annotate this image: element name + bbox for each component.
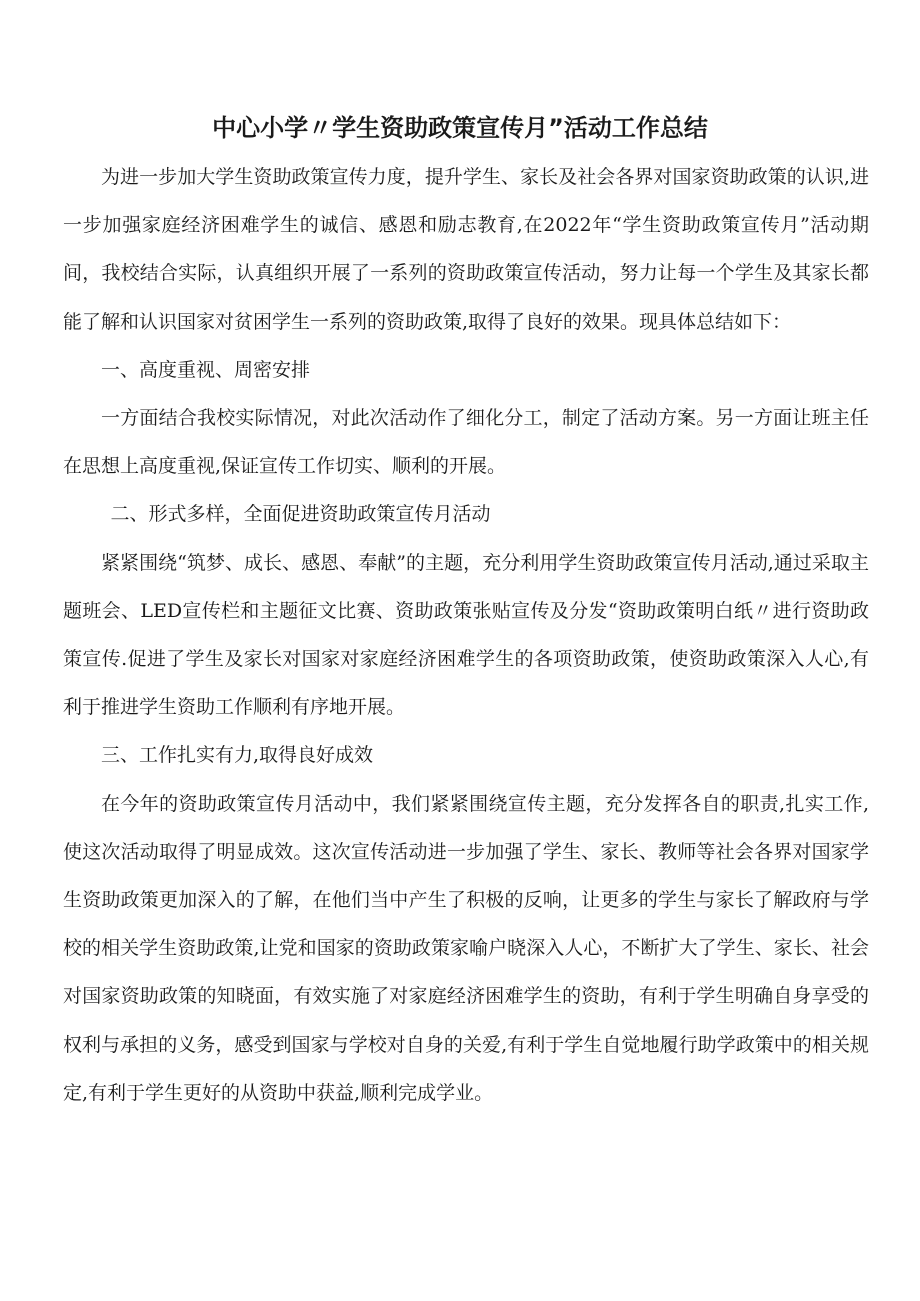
- section-heading-3: 三、工作扎实有力,取得良好成效: [101, 744, 374, 767]
- section-heading-1: 一、高度重视、周密安排: [101, 358, 311, 381]
- document-title: 中心小学〃学生资助政策宣传月”活动工作总结: [212, 114, 708, 142]
- intro-paragraph: 为进一步加大学生资助政策宣传力度，提升学生、家长及社会各界对国家资助政策的认识,进一步加强家庭经济困难学生的诚信、感恩和励志教育,在2022年“学生资助政策宣传月”活动期间，我校结合实际，认真组织开展了一系列的资助政策宣传活动，努力让每一个学生及其家长都能了解和认识国家对贫困学生一系列的资助政策,取得了良好的效果。现具体总结如下：: [63, 166, 869, 333]
- section-1-paragraph: 一方面结合我校实际情况，对此次活动作了细化分工，制定了活动方案。另一方面让班主任在思想上高度重视,保证宣传工作切实、顺利的开展。: [63, 407, 869, 478]
- section-3-paragraph: 在今年的资助政策宣传月活动中，我们紧紧围绕宣传主题，充分发挥各自的职责,扎实工作,使这次活动取得了明显成效。这次宣传活动进一步加强了学生、家长、教师等社会各界对国家学生资助政策更加深入的了解，在他们当中产生了积极的反响，让更多的学生与家长了解政府与学校的相关学生资助政策,让党和国家的资助政策家喻户晓深入人心，不断扩大了学生、家长、社会对国家资助政策的知晓面，有效实施了对家庭经济困难学生的资助，有利于学生明确自身享受的权利与承担的义务，感受到国家与学校对自身的关爱,有利于学生自觉地履行助学政策中的相关规定,有利于学生更好的从资助中获益,顺利完成学业。: [63, 792, 869, 1104]
- section-heading-2: 二、形式多样，全面促进资助政策宣传月活动: [110, 503, 491, 526]
- section-2-paragraph: 紧紧围绕“筑梦、成长、感恩、奉献”的主题，充分利用学生资助政策宣传月活动,通过采取主题班会、LED宣传栏和主题征文比赛、资助政策张贴宣传及分发“资助政策明白纸〃进行资助政策宣传.促进了学生及家长对国家对家庭经济困难学生的各项资助政策，使资助政策深入人心,有利于推进学生资助工作顺利有序地开展。: [63, 551, 869, 719]
- document-body: [63, 153, 869, 1117]
